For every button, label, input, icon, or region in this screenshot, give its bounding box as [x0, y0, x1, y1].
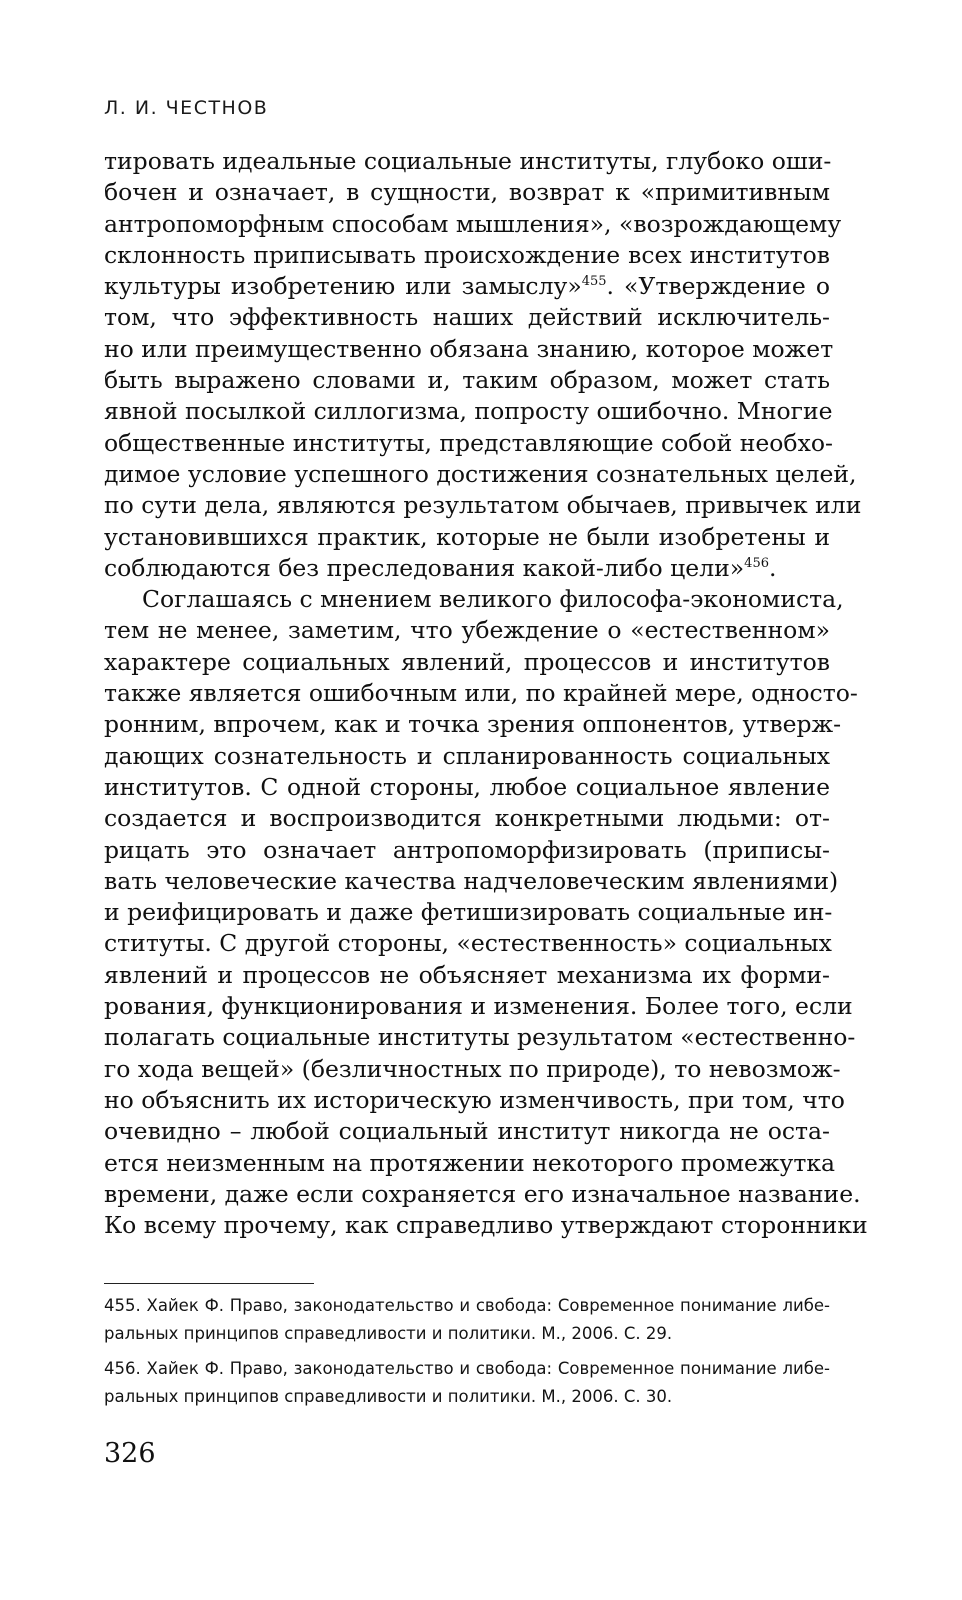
text-line-content: но или преимущественно обязана знанию, которое может: [104, 334, 834, 363]
text-line: [104, 240, 830, 271]
text-line: [104, 428, 833, 459]
text-line: [104, 584, 844, 615]
text-line-content: бочен и означает, в сущности, возврат к «примитивным: [104, 178, 830, 207]
text-line: [104, 553, 830, 584]
text-line: [104, 146, 830, 177]
text-line-content: тировать идеальные социальные институты, глубоко оши-: [104, 147, 832, 175]
text-line: [104, 615, 830, 646]
footnote-456: [104, 1355, 830, 1411]
text-line-content: вать человеческие качества надчеловеческим явлениями): [104, 866, 839, 895]
footnote-line: 455. Хайек Ф. Право, законодательство и свобода: Современное понимание либе-: [104, 1296, 830, 1315]
text-line: [104, 960, 830, 991]
text-line-content: и реифицировать и даже фетишизировать социальные ин-: [104, 898, 833, 927]
text-line-content: рования, функционирования и изменения. Более того, если: [104, 992, 853, 1021]
text-line-content: установившихся практик, которые не были изобретены и: [104, 522, 830, 551]
text-line: [104, 709, 842, 740]
text-line-content: быть выражено словами и, таким образом, может стать: [104, 366, 830, 395]
text-line: [104, 1148, 836, 1179]
text-line: [104, 772, 830, 803]
text-line-content: явной посылкой силлогизма, попросту ошибочно. Многие: [104, 397, 833, 426]
text-line: [104, 928, 830, 959]
text-line-content: склонность приписывать происхождение всех институтов: [104, 240, 830, 269]
footnote-reference: 455: [581, 274, 607, 290]
text-line-content: полагать социальные институты результатом «естественно-: [104, 1023, 856, 1052]
text-line-content: институтов. С одной стороны, любое социальное явление: [104, 772, 830, 801]
text-line-content: характере социальных явлений, процессов и институтов: [104, 647, 830, 676]
text-line: [104, 209, 842, 240]
text-line-content: димое условие успешного достижения сознательных целей,: [104, 459, 857, 488]
text-line-content: по сути дела, являются результатом обычаев, привычек или: [104, 491, 862, 520]
text-line: [104, 334, 834, 365]
text-line-content: Ко всему прочему, как справедливо утверждают сторонники: [104, 1211, 868, 1240]
text-line-content: культуры изобретению или замыслу»: [104, 272, 582, 301]
text-line: [104, 866, 839, 897]
text-line: [104, 1179, 861, 1210]
text-line-content: также является ошибочным или, по крайней мере, односто-: [104, 679, 858, 708]
text-line-content: общественные институты, представляющие собой необхо-: [104, 428, 833, 457]
text-line: [104, 490, 862, 521]
text-line: [104, 741, 830, 772]
text-line-continuation: .: [769, 553, 777, 582]
text-line-content: ституты. С другой стороны, «естественность» социальных: [104, 929, 832, 958]
text-line: [104, 1085, 845, 1116]
footnotes: [104, 1292, 830, 1418]
text-line-content: дающих сознательность и спланированность социальных: [104, 741, 830, 770]
text-line: [104, 897, 833, 928]
text-line-content: рицать это означает антропоморфизировать (приписы-: [104, 835, 830, 864]
running-head: Л. И. ЧЕСТНОВ: [104, 97, 269, 119]
text-line: [104, 271, 830, 302]
text-line-content: том, что эффективность наших действий исключитель-: [104, 303, 830, 332]
text-line: [104, 678, 858, 709]
footnote-455: [104, 1292, 830, 1348]
text-line: [104, 991, 853, 1022]
text-line-content: тем не менее, заметим, что убеждение о «естественном»: [104, 616, 830, 645]
body-text: [104, 146, 868, 1241]
text-line-content: ется неизменным на протяжении некоторого промежутка: [104, 1148, 836, 1177]
footnote-line: ральных принципов справедливости и политики. М., 2006. С. 29.: [104, 1324, 673, 1343]
text-line-content: го хода вещей» (безличностных по природе), то невозмож-: [104, 1054, 841, 1083]
text-line-continuation: . «Утверждение о: [606, 272, 831, 301]
text-line-content: соблюдаются без преследования какой-либо цели»: [104, 553, 745, 582]
text-line-content: но объяснить их историческую изменчивость, при том, что: [104, 1085, 845, 1114]
text-line: [104, 459, 857, 490]
text-line-content: антропоморфным способам мышления», «возрождающему: [104, 209, 842, 238]
text-line: [104, 803, 830, 834]
text-line-content: очевидно – любой социальный институт никогда не оста-: [104, 1117, 830, 1146]
text-line: [104, 177, 830, 208]
text-line: [104, 647, 830, 678]
text-line: [104, 1022, 856, 1053]
page-number: 326: [104, 1438, 156, 1469]
footnote-line: 456. Хайек Ф. Право, законодательство и свобода: Современное понимание либе-: [104, 1359, 830, 1378]
footnote-separator: [104, 1283, 314, 1284]
text-line: [104, 1210, 868, 1241]
text-line-content: времени, даже если сохраняется его изначальное название.: [104, 1179, 861, 1208]
text-line-content: создается и воспроизводится конкретными людьми: от-: [104, 804, 830, 833]
text-line: [104, 396, 833, 427]
text-line-content: явлений и процессов не объясняет механизма их форми-: [104, 960, 830, 989]
text-line: [104, 835, 830, 866]
text-line: [104, 365, 830, 396]
text-line-content: ронним, впрочем, как и точка зрения оппонентов, утверж-: [104, 710, 842, 739]
footnote-reference: 456: [744, 556, 769, 572]
text-line: [104, 1054, 841, 1085]
text-line-content: Соглашаясь с мнением великого философа-экономиста,: [142, 585, 844, 614]
footnote-line: ральных принципов справедливости и политики. М., 2006. С. 30.: [104, 1387, 673, 1406]
text-line: [104, 522, 830, 553]
text-line: [104, 1116, 830, 1147]
text-line: [104, 302, 830, 333]
